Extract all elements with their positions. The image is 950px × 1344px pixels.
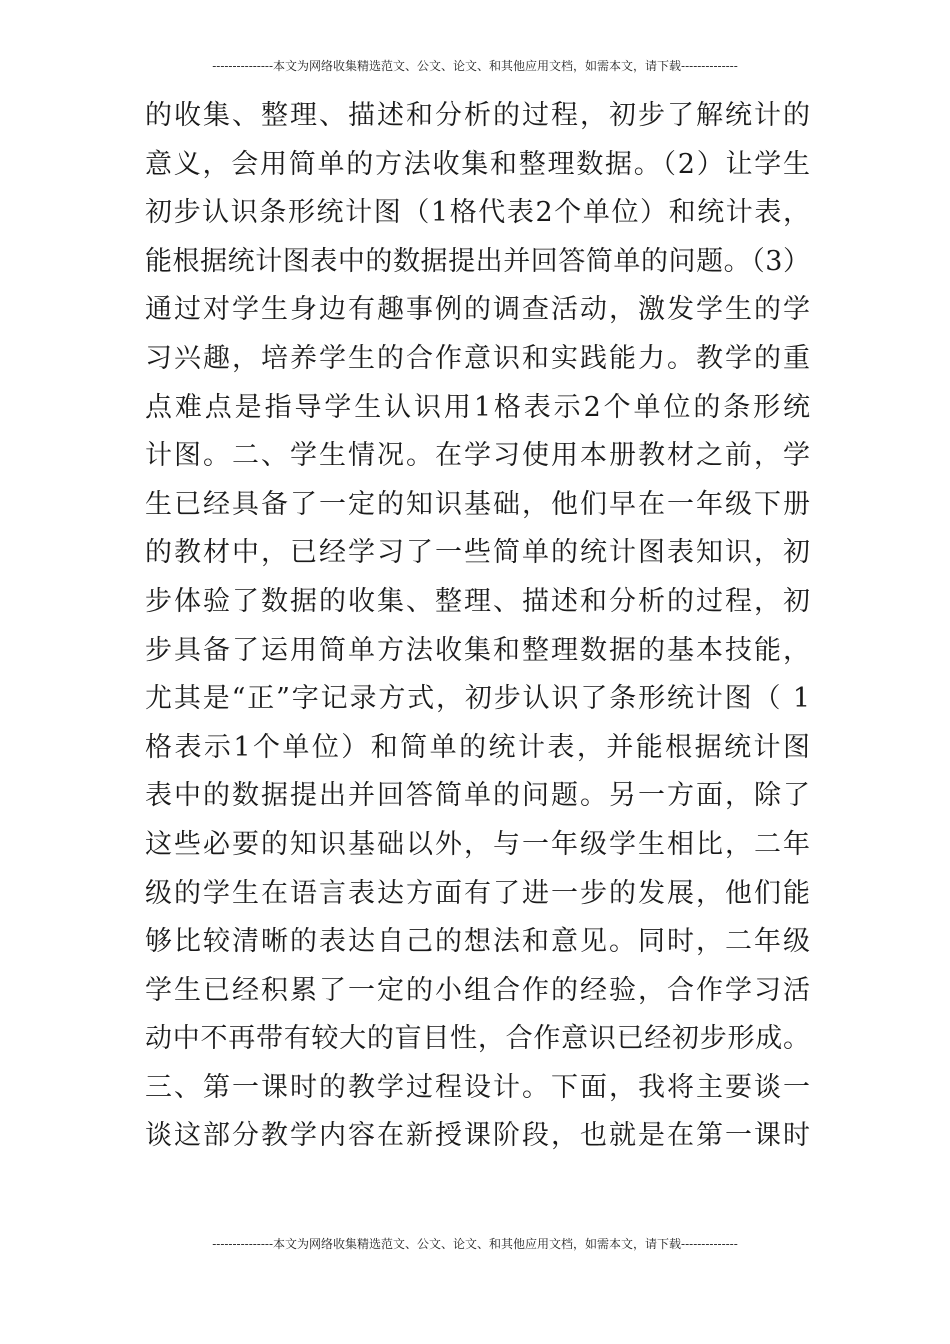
body-line: 的教材中，已经学习了一些简单的统计图表知识，初 xyxy=(145,537,810,569)
document-body xyxy=(145,92,810,1161)
body-line: 计图。二、学生情况。在学习使用本册教材之前，学 xyxy=(145,440,810,472)
body-line: 意义，会用简单的方法收集和整理数据。（2）让学生 xyxy=(145,148,810,180)
body-line: 的收集、整理、描述和分析的过程，初步了解统计的 xyxy=(145,100,810,131)
body-line: 能根据统计图表中的数据提出并回答简单的问题。（3） xyxy=(145,245,810,277)
body-line: 步具备了运用简单方法收集和整理数据的基本技能， xyxy=(145,634,810,666)
body-line: 表中的数据提出并回答简单的问题。另一方面，除了 xyxy=(145,780,810,812)
body-line: 够比较清晰的表达自己的想法和意见。同时，二年级 xyxy=(145,926,810,958)
body-line: 这些必要的知识基础以外，与一年级学生相比，二年 xyxy=(145,828,810,860)
body-line: 尤其是“正”字记录方式，初步认识了条形统计图（ 1 xyxy=(145,683,810,715)
body-line: 学生已经积累了一定的小组合作的经验，合作学习活 xyxy=(145,974,810,1006)
body-line: 步体验了数据的收集、整理、描述和分析的过程，初 xyxy=(145,585,810,617)
body-line: 级的学生在语言表达方面有了进一步的发展，他们能 xyxy=(145,877,810,909)
body-line: 点难点是指导学生认识用1格表示2个单位的条形统 xyxy=(145,391,810,423)
page-footer: ---------------本文为网络收集精选范文、公文、论文、和其他应用文档，如需本文，请下载-------------- xyxy=(212,1237,738,1251)
body-line: 初步认识条形统计图（1格代表2个单位）和统计表， xyxy=(145,197,810,229)
body-line: 谈这部分教学内容在新授课阶段，也就是在第一课时 xyxy=(145,1120,810,1152)
body-line: 动中不再带有较大的盲目性，合作意识已经初步形成。 xyxy=(145,1023,810,1055)
body-line: 三、第一课时的教学过程设计。下面，我将主要谈一 xyxy=(145,1071,810,1103)
body-line: 格表示1个单位）和简单的统计表，并能根据统计图 xyxy=(145,731,810,763)
page-header: ---------------本文为网络收集精选范文、公文、论文、和其他应用文档，如需本文，请下载-------------- xyxy=(212,59,738,73)
body-line: 生已经具备了一定的知识基础，他们早在一年级下册 xyxy=(145,488,810,520)
body-line: 通过对学生身边有趣事例的调查活动，激发学生的学 xyxy=(145,294,810,326)
body-line: 习兴趣，培养学生的合作意识和实践能力。教学的重 xyxy=(145,342,810,374)
